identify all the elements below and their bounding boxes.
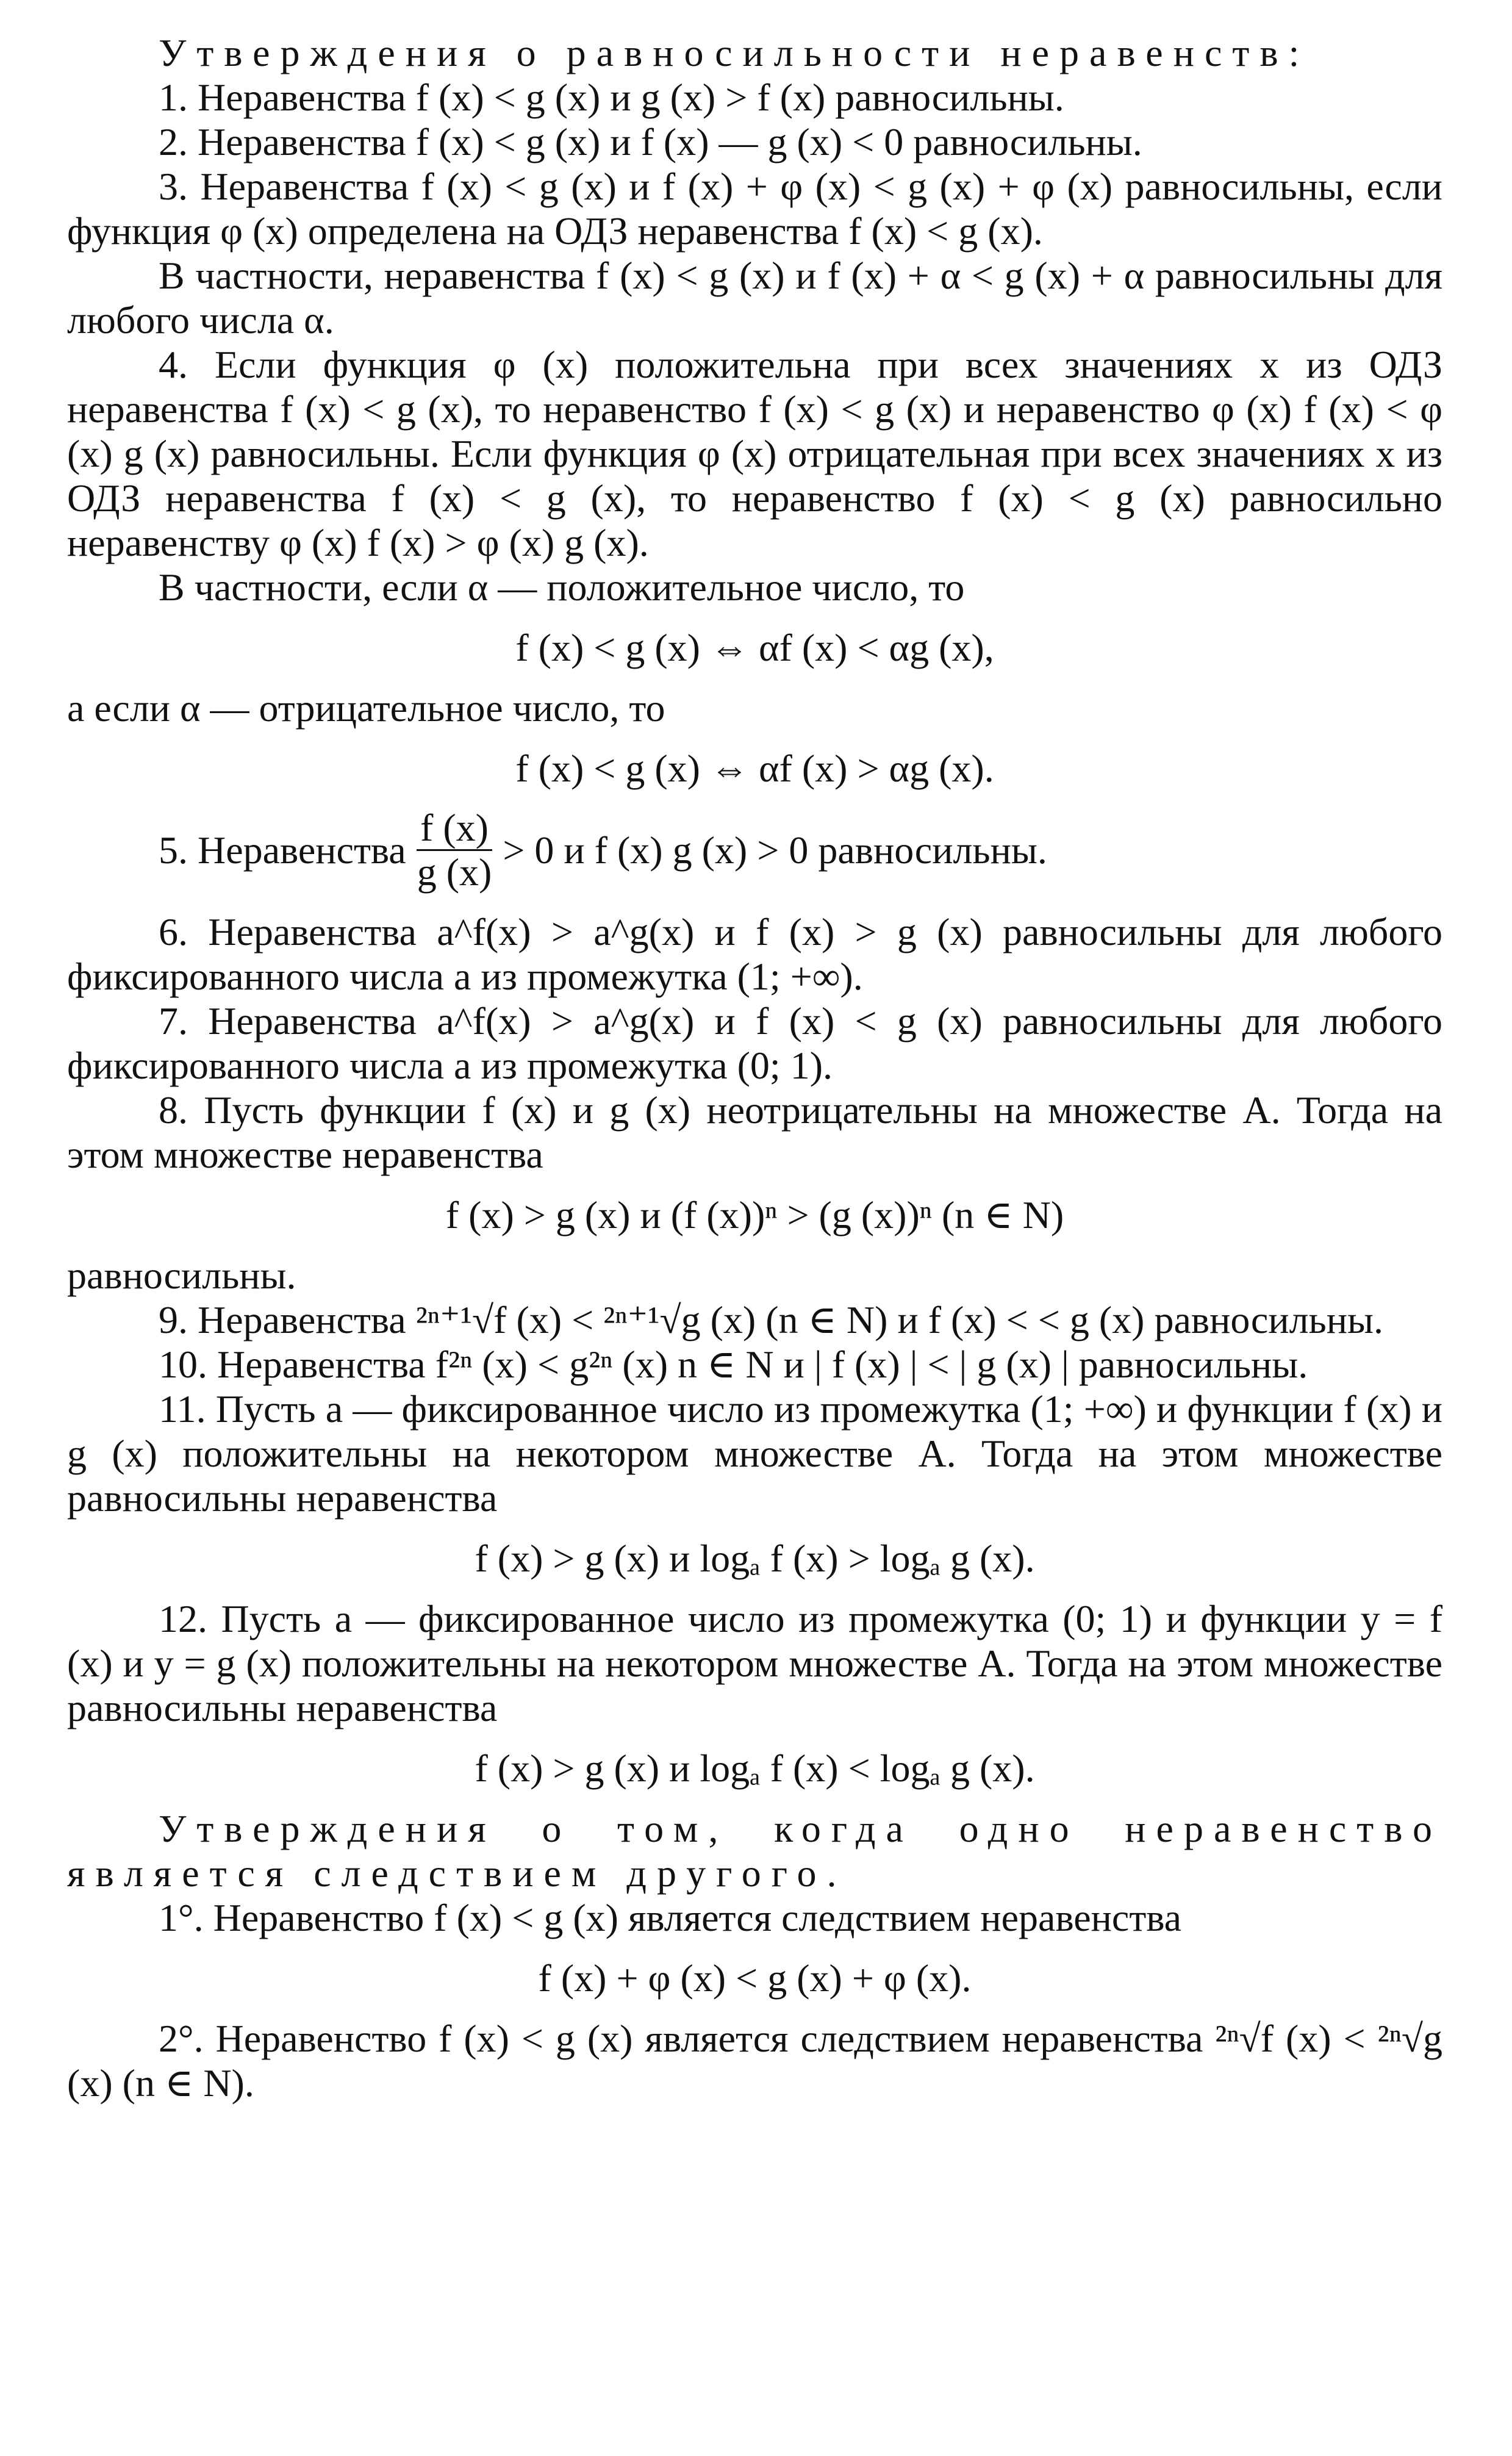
formula-8: f (x) > g (x) и (f (x))ⁿ > (g (x))ⁿ (n ∈ N) <box>445 1193 1064 1237</box>
statement-3: 3. Неравенства f (x) < g (x) и f (x) + φ (x) < g (x) + φ (x) равносильны, если функция φ (x) определена на ОДЗ неравенства f (x) < g (x). <box>67 165 1443 253</box>
fraction-numerator: f (x) <box>417 806 492 851</box>
statement-1: 1. Неравенства f (x) < g (x) и g (x) > f (x) равносильны. <box>159 76 1064 119</box>
statement-3-particular: В частности, неравенства f (x) < g (x) и f (x) + α < g (x) + α равносильны для любого числа α. <box>67 254 1442 342</box>
formula-c1: f (x) + φ (x) < g (x) + φ (x). <box>538 1956 972 2000</box>
formula-11: f (x) > g (x) и logₐ f (x) > logₐ g (x). <box>475 1537 1035 1580</box>
fraction-denominator: g (x) <box>417 850 492 894</box>
heading-equivalence: Утверждения о равносильности неравенств: <box>159 31 1310 74</box>
statement-2: 2. Неравенства f (x) < g (x) и f (x) — g (x) < 0 равносильны. <box>159 120 1142 163</box>
statement-7: 7. Неравенства a^f(x) > a^g(x) и f (x) < g (x) равносильны для любого фиксированного числа a из промежутка (0; 1). <box>67 999 1442 1087</box>
statement-4-particular: В частности, если α — положительное число, то <box>159 566 965 609</box>
statement-4-negative: а если α — отрицательное число, то <box>67 686 665 730</box>
formula-4a: f (x) < g (x) ⇔ αf (x) < αg (x), <box>515 626 994 669</box>
book-page <box>67 31 1442 2105</box>
fraction-f-over-g <box>414 806 496 894</box>
statement-5-suffix: > 0 и f (x) g (x) > 0 равносильны. <box>503 828 1047 872</box>
statement-11: 11. Пусть a — фиксированное число из промежутка (1; +∞) и функции f (x) и g (x) положительны на некотором множестве A. Тогда на этом множестве равносильны неравенства <box>67 1387 1442 1520</box>
consequence-2: 2°. Неравенство f (x) < g (x) является следствием неравенства ²ⁿ√f (x) < ²ⁿ√g (x) (n ∈ N). <box>67 2017 1442 2105</box>
statement-8: 8. Пусть функции f (x) и g (x) неотрицательны на множестве A. Тогда на этом множестве неравенства <box>67 1088 1442 1176</box>
statement-12: 12. Пусть a — фиксированное число из промежутка (0; 1) и функции y = f (x) и y = g (x) положительны на некотором множестве A. Тогда на этом множестве равносильны неравенства <box>67 1597 1442 1729</box>
statement-4: 4. Если функция φ (x) положительна при всех значениях x из ОДЗ неравенства f (x) < g (x), то неравенство f (x) < g (x) и неравенство φ (x) f (x) < φ (x) g (x) равносильны. Если функция φ (x) отрицательная при всех значениях x из ОДЗ неравенства f (x) < g (x), то неравенство f (x) < g (x) равносильно неравенству φ (x) f (x) > φ (x) g (x). <box>67 343 1442 564</box>
statement-6: 6. Неравенства a^f(x) > a^g(x) и f (x) > g (x) равносильны для любого фиксированного числа a из промежутка (1; +∞). <box>67 910 1442 998</box>
heading-consequence: Утверждения о том, когда одно неравенство является следствием другого. <box>67 1807 1442 1895</box>
statement-5 <box>67 806 1442 894</box>
formula-12: f (x) > g (x) и logₐ f (x) < logₐ g (x). <box>475 1747 1035 1790</box>
statement-5-prefix: 5. Неравенства <box>159 828 406 872</box>
formula-4b: f (x) < g (x) ⇔ αf (x) > αg (x). <box>515 747 994 790</box>
consequence-1: 1°. Неравенство f (x) < g (x) является следствием неравенства <box>159 1896 1182 1939</box>
statement-9: 9. Неравенства ²ⁿ⁺¹√f (x) < ²ⁿ⁺¹√g (x) (n ∈ N) и f (x) < < g (x) равносильны. <box>159 1298 1383 1341</box>
statement-10: 10. Неравенства f²ⁿ (x) < g²ⁿ (x) n ∈ N и | f (x) | < | g (x) | равносильны. <box>159 1343 1308 1386</box>
statement-8-end: равносильны. <box>67 1254 296 1297</box>
